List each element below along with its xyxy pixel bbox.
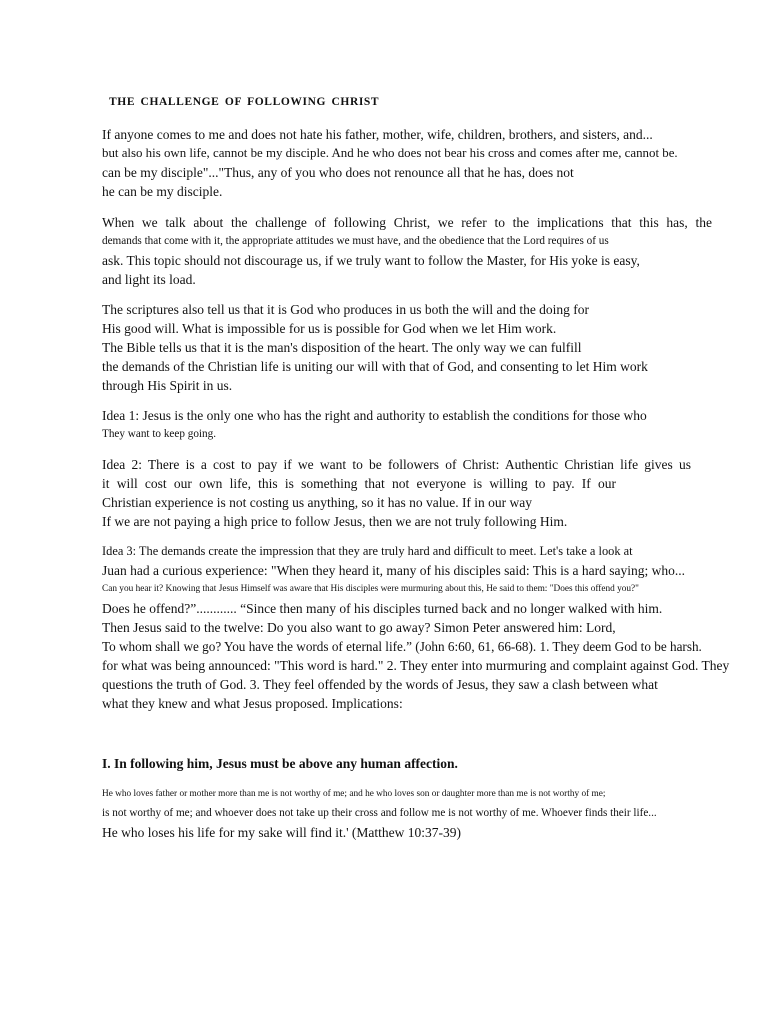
section-heading: I. In following him, Jesus must be above any human affection.: [102, 756, 458, 771]
paragraph-line: To whom shall we go? You have the words of eternal life.” (John 6:60, 61, 66-68). 1. They deem God to be harsh.: [102, 639, 702, 654]
paragraph-idea-1: [102, 406, 712, 444]
paragraph-line: demands that come with it, the appropriate attitudes we must have, and the obedience that the Lord requires of us: [102, 235, 609, 247]
paragraph-idea-3: [102, 542, 730, 713]
paragraph-line: what they knew and what Jesus proposed. Implications:: [102, 696, 403, 711]
paragraph-line: Does he offend?”............ “Since then many of his disciples turned back and no longer walked with him.: [102, 601, 663, 616]
paragraph-line: can be my disciple"..."Thus, any of you who does not renounce all that he has, does not: [102, 165, 574, 180]
paragraph-line: He who loses his life for my sake will find it.' (Matthew 10:37-39): [102, 825, 461, 840]
paragraph-1: [102, 125, 712, 201]
paragraph-line: but also his own life, cannot be my disciple. And he who does not bear his cross and comes after me, cannot be.: [102, 146, 678, 160]
paragraph-line: When we talk about the challenge of following Christ, we refer to the implications that this has, the: [102, 215, 712, 230]
paragraph-line: Juan had a curious experience: "When they heard it, many of his disciples said: This is a hard saying; who...: [102, 563, 685, 578]
paragraph-line: Idea 2: There is a cost to pay if we want to be followers of Christ: Authentic Christian life gives us: [102, 457, 691, 472]
paragraph-line: Idea 1: Jesus is the only one who has the right and authority to establish the conditions for those who: [102, 408, 647, 423]
paragraph-line: the demands of the Christian life is uniting our will with that of God, and consenting to let Him work: [102, 359, 648, 374]
paragraph-line: They want to keep going.: [102, 428, 217, 440]
paragraph-line: Idea 3: The demands create the impression that they are truly hard and difficult to meet. Let's take a look at: [102, 544, 633, 558]
paragraph-line: If we are not paying a high price to follow Jesus, then we are not truly following Him.: [102, 514, 568, 529]
paragraph-line: is not worthy of me; and whoever does not take up their cross and follow me is not worthy of me. Whoever finds their life...: [102, 807, 657, 819]
paragraph-line: The Bible tells us that it is the man's disposition of the heart. The only way we can fulfill: [102, 340, 582, 355]
paragraph-line: Can you hear it? Knowing that Jesus Himself was aware that His disciples were murmuring about this, He said to them: "Does this offend you?": [102, 584, 639, 594]
section-paragraph: [102, 785, 712, 842]
paragraph-line: for what was being announced: "This word is hard." 2. They enter into murmuring and complaint against God. They: [102, 658, 730, 673]
paragraph-line: he can be my disciple.: [102, 184, 223, 199]
paragraph-line: Christian experience is not costing us anything, so it has no value. If in our way: [102, 495, 533, 510]
paragraph-line: questions the truth of God. 3. They feel offended by the words of Jesus, they saw a clash between what: [102, 677, 658, 692]
paragraph-idea-2: [102, 455, 712, 531]
paragraph-line: and light its load.: [102, 272, 196, 287]
paragraph-line: ask. This topic should not discourage us, if we truly want to follow the Master, for His yoke is easy,: [102, 253, 640, 268]
document-title: THE CHALLENGE OF FOLLOWING CHRIST: [109, 96, 380, 108]
paragraph-3: [102, 300, 712, 395]
paragraph-line: He who loves father or mother more than me is not worthy of me; and he who loves son or daughter more than me is not worthy of me;: [102, 789, 606, 799]
paragraph-line: through His Spirit in us.: [102, 378, 233, 393]
paragraph-2: [102, 213, 712, 289]
paragraph-line: His good will. What is impossible for us is possible for God when we let Him work.: [102, 321, 557, 336]
paragraph-line: it will cost our own life, this is something that not everyone is willing to pay. If our: [102, 476, 616, 491]
paragraph-line: If anyone comes to me and does not hate his father, mother, wife, children, brothers, and sisters, and...: [102, 127, 653, 142]
paragraph-line: Then Jesus said to the twelve: Do you also want to go away? Simon Peter answered him: Lord,: [102, 620, 616, 635]
paragraph-line: The scriptures also tell us that it is God who produces in us both the will and the doing for: [102, 302, 590, 317]
